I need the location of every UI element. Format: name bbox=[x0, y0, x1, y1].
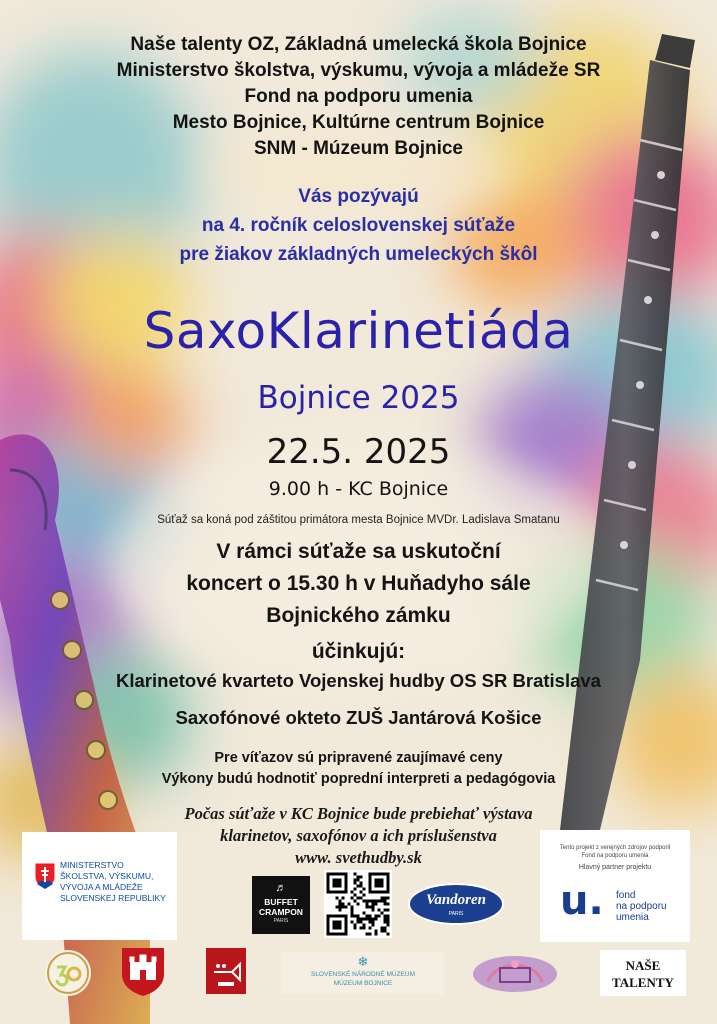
anniversary-badge-icon bbox=[45, 950, 91, 996]
qr-code[interactable] bbox=[324, 870, 392, 938]
castle-shield-icon bbox=[120, 946, 166, 998]
snm-logo bbox=[282, 952, 444, 994]
snm-logo-text: MÚZEUM BOJNICE bbox=[333, 980, 393, 987]
fpu-name-line: na podporu bbox=[616, 901, 667, 912]
ministry-logo-line: MINISTERSTVO bbox=[60, 860, 124, 870]
invitation-line: na 4. ročník celoslovenskej súťaže bbox=[201, 215, 516, 236]
school-emblem bbox=[206, 948, 246, 994]
nase-talenty-logo bbox=[600, 950, 686, 996]
organizer-line: SNM - Múzeum Bojnice bbox=[253, 138, 463, 159]
qr-code-icon bbox=[324, 870, 392, 938]
fpu-u-icon: u. bbox=[560, 878, 604, 924]
fpu-name-line: umenia bbox=[616, 912, 649, 923]
buffet-logo-text: BUFFET bbox=[264, 897, 298, 907]
prize-line: Výkony budú hodnotiť poprední interpreti a pedagógovia bbox=[161, 771, 556, 787]
bojnice-coat-of-arms bbox=[120, 946, 166, 998]
concert-line: koncert o 15.30 h v Huňadyho sále bbox=[186, 572, 531, 595]
ministry-logo-line: SLOVENSKEJ REPUBLIKY bbox=[60, 893, 166, 903]
invitation-line: pre žiakov základných umeleckých škôl bbox=[179, 244, 538, 265]
concert-line: V rámci súťaže sa uskutoční bbox=[216, 540, 501, 563]
fpu-note-line: Tento projekt z verejných zdrojov podporil bbox=[559, 845, 671, 851]
lyre-icon: ♬ bbox=[275, 882, 287, 894]
nase-logo-text: TALENTY bbox=[612, 975, 674, 990]
vandoren-logo bbox=[406, 880, 506, 928]
concert-line: Bojnického zámku bbox=[266, 604, 451, 627]
flower-arch-icon bbox=[470, 950, 560, 996]
organizer-line: Fond na podporu umenia bbox=[244, 86, 473, 107]
event-time-place: 9.00 h - KC Bojnice bbox=[268, 478, 449, 500]
ministry-logo-line: VÝVOJA A MLÁDEŽE bbox=[60, 882, 143, 892]
fpu-note-line: Fond na podporu umenia bbox=[581, 853, 649, 859]
nase-logo-text: NAŠE bbox=[625, 958, 661, 973]
exhibition-line: Počas súťaže v KC Bojnice bude prebiehať výstava bbox=[184, 804, 533, 823]
vandoren-logo-text: Vandoren bbox=[425, 892, 487, 908]
vandoren-logo-text: PARIS bbox=[448, 911, 464, 917]
fpu-partner-label: Hlavný partner projektu bbox=[578, 864, 652, 871]
buffet-logo-text: CRAMPON bbox=[259, 907, 303, 917]
invitation-line: Vás pozývajú bbox=[298, 186, 419, 207]
organizer-line: Naše talenty OZ, Základná umelecká škola Bojnice bbox=[130, 34, 587, 55]
concert-line: účinkujú: bbox=[311, 640, 406, 663]
trumpet-icon bbox=[206, 948, 246, 994]
organizer-line: Mesto Bojnice, Kultúrne centrum Bojnice bbox=[172, 112, 545, 133]
snm-logo-text: SLOVENSKÉ NÁRODNÉ MÚZEUM bbox=[310, 971, 416, 978]
fpu-name-line: fond bbox=[616, 890, 636, 901]
slovak-coat-of-arms-icon bbox=[34, 862, 56, 890]
ministry-logo bbox=[22, 832, 177, 940]
ministry-logo-line: ŠKOLSTVA, VÝSKUMU, bbox=[60, 871, 154, 881]
buffet-crampon-logo bbox=[252, 876, 310, 934]
festival-logo bbox=[470, 950, 560, 996]
anniversary-logo bbox=[45, 950, 91, 996]
patronage-note: Súťaž sa koná pod záštitou primátora mesta Bojnice MVDr. Ladislava Smatanu bbox=[157, 514, 560, 526]
buffet-logo-text: PARIS bbox=[273, 918, 289, 924]
exhibition-line: klarinetov, saxofónov a ich príslušenstva bbox=[220, 826, 497, 845]
performer-line: Saxofónové okteto ZUŠ Jantárová Košice bbox=[175, 707, 542, 728]
fpu-logo bbox=[540, 830, 690, 942]
organizer-line: Ministerstvo školstva, výskumu, vývoja a mládeže SR bbox=[116, 60, 601, 81]
event-date: 22.5. 2025 bbox=[266, 432, 451, 472]
event-title: SaxoKlarinetiáda bbox=[143, 302, 574, 360]
prize-line: Pre víťazov sú pripravené zaujímavé ceny bbox=[214, 750, 503, 766]
event-subtitle: Bojnice 2025 bbox=[257, 380, 460, 416]
exhibition-url[interactable]: www. svethudby.sk bbox=[295, 848, 422, 867]
performer-line: Klarinetové kvarteto Vojenskej hudby OS SR Bratislava bbox=[116, 670, 601, 691]
snowflake-icon: ❄ bbox=[357, 954, 369, 969]
